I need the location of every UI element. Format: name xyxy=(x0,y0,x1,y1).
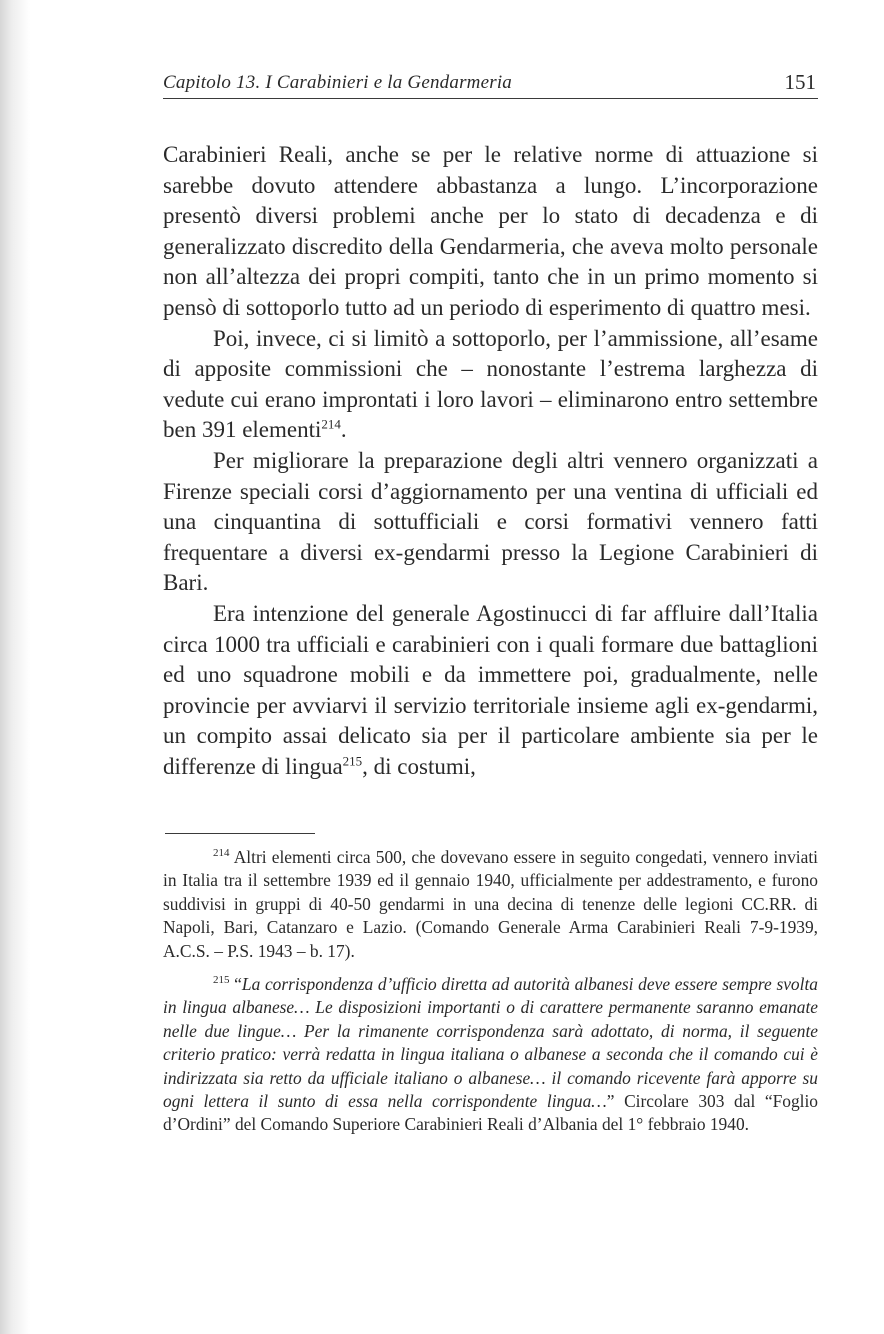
footnote-ref-215: 215 xyxy=(342,753,363,769)
footnote-ref-214: 214 xyxy=(321,416,341,432)
footnote-214-number: 214 xyxy=(213,847,230,860)
paragraph-2-text: Poi, invece, ci si limitò a sottoporlo, per l’ammissione, all’esame di apposite commissioni che – nonostante l’estrema larghezza di vedute cui erano improntati i loro lavori – eliminarono entro settembre ben 391 elementi xyxy=(163,325,818,443)
paragraph-4-text: Era intenzione del generale Agostinucci di far affluire dall’Italia circa 1000 tra ufficiali e carabinieri con i quali formare due battaglioni ed uno squadrone mobili e da immettere poi, gradualmente, nelle provincie per avviarvi il servizio territoriale insieme agli ex-gendarmi, un compito assai delicato sia per il particolare ambiente sia per le differenze di lingua xyxy=(163,600,818,779)
footnote-214-text: Altri elementi circa 500, che dovevano essere in seguito congedati, vennero inviati in Italia tra il settembre 1939 ed il gennaio 1940, ufficialmente per addestramento, e furono suddivisi in gruppi di 40-50 gendarmi in una decina di tenenze delle legioni CC.RR. di Napoli, Bari, Catanzaro e Lazio. (Comando Generale Arma Carabinieri Reali 7-9-1939, A.C.S. – P.S. 1943 – b. 17). xyxy=(163,847,818,961)
running-header xyxy=(163,70,818,99)
page-gutter-shadow xyxy=(0,0,30,1334)
paragraph-1-text: Carabinieri Reali, anche se per le relative norme di attuazione si sarebbe dovuto attendere abbastanza a lungo. L’incorporazione presentò diversi problemi anche per lo stato di decadenza e di generalizzato discredito della Gendarmeria, che aveva molto personale non all’altezza dei propri compiti, tanto che in un primo momento si pensò di sottoporlo tutto ad un periodo di esperimento di quattro mesi. xyxy=(163,142,818,320)
paragraph-3-text: Per migliorare la preparazione degli altri vennero organizzati a Firenze speciali corsi d’aggiornamento per una ventina di ufficiali ed una cinquantina di sottufficiali e corsi formativi vennero fatti frequentare a diversi ex-gendarmi presso la Legione Carabinieri di Bari. xyxy=(163,447,818,596)
footnote-215 xyxy=(163,973,818,1137)
paragraph-2 xyxy=(163,324,818,446)
footnote-215-number: 215 xyxy=(213,974,230,987)
footnote-215-open-quote: “ xyxy=(234,974,242,995)
paragraph-4 xyxy=(163,599,818,783)
footnote-separator xyxy=(165,833,315,834)
paragraph-4-end: , di costumi, xyxy=(362,753,476,779)
footnote-215-quote: La corrispondenza d’ufficio diretta ad autorità albanesi deve essere sempre svolta in lingua albanese… Le disposizioni importanti o di carattere permanente saranno emanate nelle due lingue… Per la rimanente corrispondenza sarà adottato, di norma, il seguente criterio pratico: verrà redatta in lingua italiana o albanese a seconda che il comando cui è indirizzata sia retto da ufficiale italiano o albanese… il comando ricevente farà apporre su ogni lettera il sunto di essa nella corrispondente lingua… xyxy=(163,974,818,1112)
footnote-214 xyxy=(163,846,818,963)
chapter-title: Capitolo 13. I Carabinieri e la Gendarmeria xyxy=(163,72,513,93)
page-number: 151 xyxy=(784,70,816,94)
paragraph-3 xyxy=(163,446,818,599)
footnotes xyxy=(163,846,818,1147)
main-text xyxy=(163,140,818,782)
footnote-215-source: ” Circolare 303 dal “Foglio d’Ordini” del Comando Superiore Carabinieri Reali d’Albania del 1° febbraio 1940. xyxy=(163,1091,818,1135)
paragraph-2-end: . xyxy=(340,417,347,443)
paragraph-1 xyxy=(163,140,818,324)
